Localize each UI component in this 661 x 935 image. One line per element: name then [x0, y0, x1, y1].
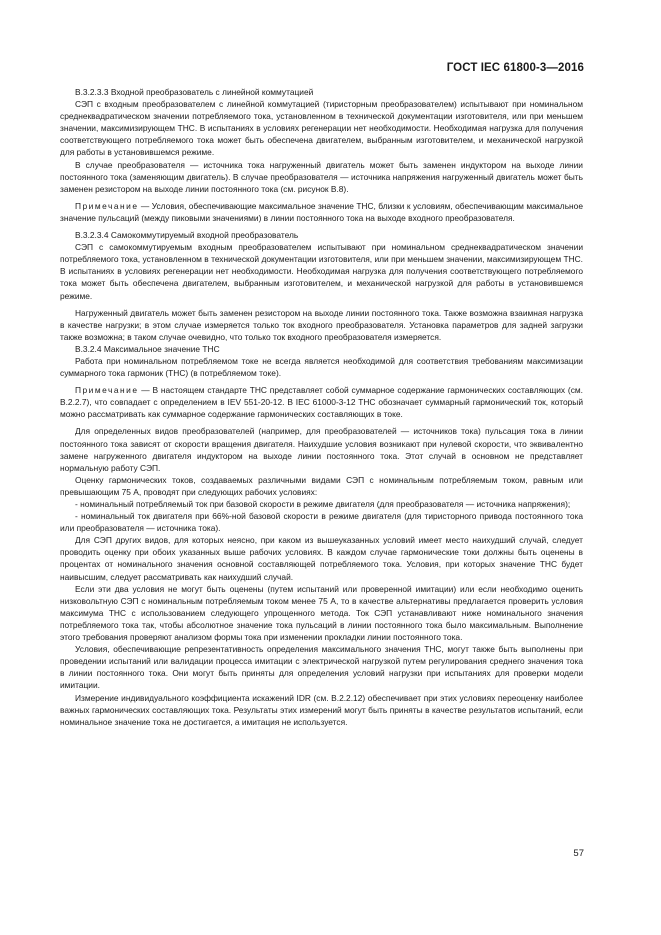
paragraph: СЭП с самокоммутируемым входным преобразователем испытывают при номинальном среднеквадратическом значении потребляемого тока, установленном в технической документации изготовителя, или при меньшем значении, максимизирующем THC. В испытаниях в условиях регенерации нет необходимости. Необходимая нагрузка для получения соответствующего потребляемого тока может быть обеспечена двигателем, выбранным изготовителем, и механической нагрузкой для работы в установившемся режиме. [60, 242, 583, 301]
paragraph: Оценку гармонических токов, создаваемых различными видами СЭП с номинальным потребляемым током, равным или превышающим 75 А, проводят при следующих рабочих условиях: [60, 474, 583, 497]
paragraph: Для СЭП других видов, для которых неясно, при каком из вышеуказанных условий имеет место наихудший случай, следует проводить оценку при обоих указанных выше рабочих условиях. В каждом случае гармонические токи должны быть оценены в процентах от номинального значения основной составляющей потребляемого тока. Условия, при которых значение THC будет наивысшим, следует рассматривать как наихудший случай. [60, 535, 583, 582]
note [60, 200, 583, 224]
subclause-heading: B.3.2.4 Максимальное значение THC [75, 343, 220, 354]
conditions-list [60, 498, 583, 534]
note [60, 384, 583, 420]
page-number: 57 [573, 848, 584, 859]
paragraph: Работа при номинальном потребляемом токе не всегда является необходимой для соответствия требованиям максимизации суммарного тока гармоник (THC) (в потребляемом токе). [60, 355, 583, 379]
note-text: — В настоящем стандарте THC представляет собой суммарное содержание гармонических составляющих (см. B.2.2.7), что совпадает с определением в IEV 551-20-12. В IEC 61000-3-12 THC обозначает суммарный гармонический ток, который можно рассматривать как суммарное содержание гармонических составляющих в токе. [60, 385, 583, 420]
main-text [60, 86, 583, 728]
paragraph: Условия, обеспечивающие репрезентативность определения максимального значения THC, могут также быть выполнены при проведении испытаний или валидации процесса имитации с электрической нагрузкой путем регулирования среднего значения тока в линии постоянного тока. Они могут быть приняты для определения условий нагрузки при испытаниях для проверки модели имитации. [60, 644, 583, 691]
paragraph: Если эти два условия не могут быть оценены (путем испытаний или проверенной имитации) или если необходимо оценить низковольтную СЭП с номинальным потребляемым током менее 75 А, то в качестве альтернативы предлагается проверить условия максимума THC с использованием следующего упрощенного метода. Ток СЭП устанавливают ниже номинального значения потребляемого тока так, чтобы абсолютное значение тока пульсаций в линии постоянного тока было максимальным. Выполнение этого требования проверяют анализом формы тока при изменении прокладки линии постоянного тока. [60, 583, 583, 643]
list-item: - номинальный ток двигателя при 66%-ной базовой скорости в режиме двигателя (для тиристорного привода постоянного тока или преобразователя — источника тока). [60, 511, 583, 534]
subclause-heading: B.3.2.3.4 Самокоммутируемый входной преобразователь [75, 230, 299, 241]
paragraph: СЭП с входным преобразователем с линейной коммутацией (тиристорным преобразователем) испытывают при номинальном среднеквадратическом значении потребляемого тока, установленном в технической документации изготовителя, или при меньшем значении, максимизирующем THC. В испытаниях в условиях регенерации нет необходимости. Необходимая нагрузка для получения соответствующего потребляемого тока может быть обеспечена двигателем, выбранным изготовителем, и механической нагрузкой для работы в установившемся режиме. [60, 99, 583, 158]
note-label: Примечание [75, 385, 139, 396]
paragraph: В случае преобразователя — источника тока нагруженный двигатель может быть заменен индуктором на выходе линии постоянного тока (заменяющим двигатель). В случае преобразователя — источника напряжения нагруженный двигатель может быть заменен резистором на выходе линии постоянного тока (см. рисунок B.8). [60, 159, 583, 194]
paragraph: Нагруженный двигатель может быть заменен резистором на выходе линии постоянного тока. Также возможна взаимная нагрузка в качестве нагрузки; в этом случае измеряется только ток входного преобразователя. Установка параметров для задней загрузки также возможна; в таком случае очевидно, что только ток входного преобразователя измеряется. [60, 307, 583, 342]
note-text: — Условия, обеспечивающие максимальное значение THC, близки к условиям, обеспечивающим максимальное значение пульсаций (между пиковыми значениями) в линии постоянного тока на выходе входного преобразователя. [60, 200, 583, 223]
standard-designation: ГОСТ IEC 61800-3—2016 [446, 62, 584, 74]
note-label: Примечание [75, 200, 139, 211]
subclause-heading: B.3.2.3.3 Входной преобразователь с линейной коммутацией [75, 87, 314, 97]
list-item: - номинальный потребляемый ток при базовой скорости в режиме двигателя (для преобразователя — источника напряжения); [75, 499, 571, 509]
paragraph: Для определенных видов преобразователей (например, для преобразователей — источников тока) пульсация тока в линии постоянного тока зависят от скорости вращения двигателя. Наихудшие условия возникают при нулевой скорости, что эквивалентно замене нагруженного двигателя индуктором на выходе линии постоянного тока. Этот случай в основном не представляет нормальную работу СЭП. [60, 426, 583, 473]
paragraph: Измерение индивидуального коэффициента искажений IDR (см. B.2.2.12) обеспечивает при этих условиях переоценку наиболее важных гармонических составляющих тока. Результаты этих измерений могут быть приняты в качестве результатов испытаний, если номинальное значение тока не достигается, а имитация не используется. [60, 692, 583, 727]
